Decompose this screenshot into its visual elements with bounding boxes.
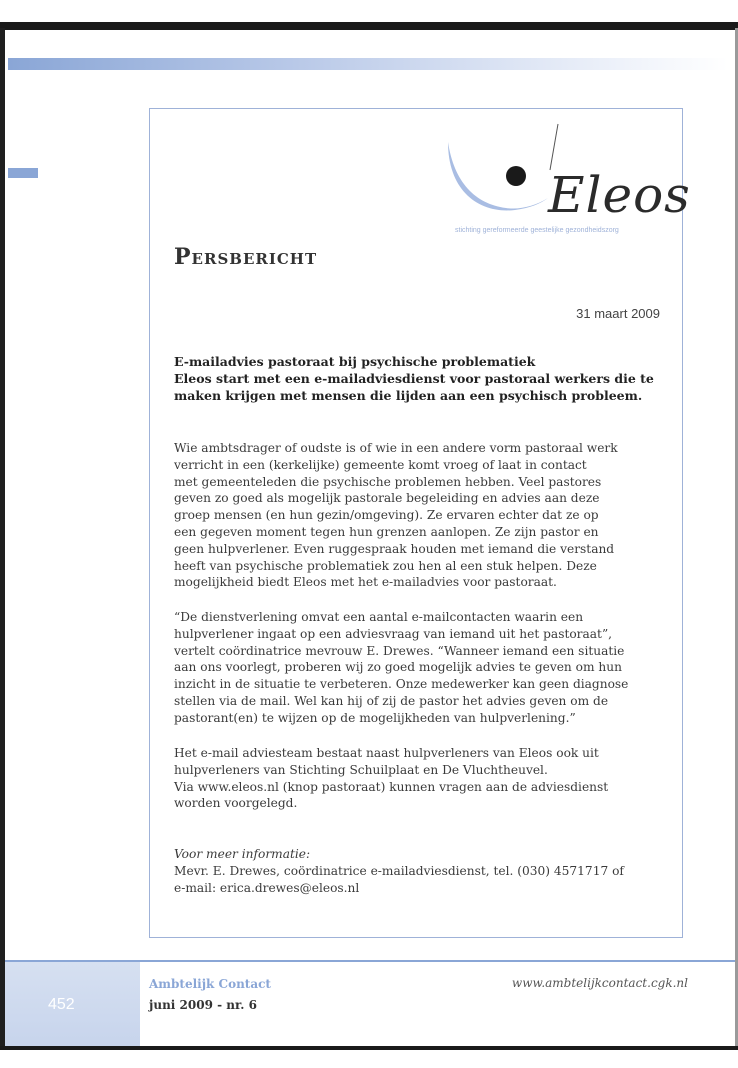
text-line: Het e-mail adviesteam bestaat naast hulpverleners van Eleos ook uit — [174, 746, 599, 760]
text-line: Via www.eleos.nl (knop pastoraat) kunnen vragen aan de adviesdienst — [174, 779, 609, 794]
text-line: “De dienstverlening omvat een aantal e-mailcontacten waarin een — [174, 610, 584, 624]
text-line: aan ons voorlegt, proberen wij zo goed mogelijk advies te geven om hun — [174, 660, 622, 675]
eleos-logo-mark-icon — [440, 122, 560, 232]
text-line: hulpverlener ingaat op een adviesvraag van iemand uit het pastoraat”, — [174, 626, 613, 641]
paragraph-intro — [174, 440, 674, 591]
paragraph-team — [174, 745, 674, 812]
text-line: geven zo goed als mogelijk pastorale begeleiding en advies aan deze — [174, 491, 600, 506]
margin-tab-marker — [8, 168, 38, 178]
text-line: Wie ambtsdrager of oudste is of wie in een andere vorm pastoraal werk — [174, 441, 618, 455]
text-line: pastorant(en) te wijzen op de mogelijkheden van hulpverlening.” — [174, 710, 576, 725]
page-title: Persbericht — [174, 244, 318, 270]
contact-line: Mevr. E. Drewes, coördinatrice e-mailadviesdienst, tel. (030) 4571717 of — [174, 863, 624, 878]
headline-line: maken krijgen met mensen die lijden aan een psychisch probleem. — [174, 388, 643, 403]
magazine-issue: juni 2009 - nr. 6 — [149, 998, 257, 1012]
text-line: worden voorgelegd. — [174, 796, 298, 811]
text-line: met gemeenteleden die psychische problemen hebben. Veel pastores — [174, 474, 602, 489]
text-line: een gegeven moment tegen hun grenzen aanlopen. Ze zijn pastor en — [174, 524, 599, 539]
text-line: hulpverleners van Stichting Schuilplaat en De Vluchtheuvel. — [174, 762, 548, 777]
text-line: geen hulpverlener. Even ruggespraak houden met iemand die verstand — [174, 541, 615, 556]
text-line: mogelijkheid biedt Eleos met het e-mailadvies voor pastoraat. — [174, 575, 557, 590]
brand-name: Eleos — [548, 166, 691, 224]
magazine-title: Ambtelijk Contact — [149, 977, 271, 991]
contact-info — [174, 846, 674, 896]
text-line: inzicht in de situatie te verbeteren. Onze medewerker kan geen diagnose — [174, 677, 629, 692]
paragraph-quote — [174, 609, 674, 727]
brand-tagline: stichting gereformeerde geestelijke gezondheidszorg — [455, 227, 619, 234]
text-line: groep mensen (en hun gezin/omgeving). Ze ervaren echter dat ze op — [174, 508, 599, 523]
text-line: verricht in een (kerkelijke) gemeente komt vroeg of laat in contact — [174, 457, 587, 472]
scan-edge-left — [0, 28, 5, 1048]
headline — [174, 353, 674, 404]
contact-email: e-mail: erica.drewes@eleos.nl — [174, 880, 360, 895]
release-date: 31 maart 2009 — [576, 306, 660, 321]
headline-line: Eleos start met een e-mailadviesdienst voor pastoraal werkers die te — [174, 371, 654, 386]
headline-line: E-mailadvies pastoraat bij psychische problematiek — [174, 354, 536, 369]
text-line: heeft van psychische problematiek zou hen al een stuk helpen. Deze — [174, 558, 597, 573]
text-line: vertelt coördinatrice mevrouw E. Drewes. “Wanneer iemand een situatie — [174, 643, 625, 658]
magazine-url: www.ambtelijkcontact.cgk.nl — [511, 976, 688, 990]
scan-edge-top — [0, 22, 738, 30]
page-number: 452 — [48, 996, 75, 1013]
text-line: stellen via de mail. Wel kan hij of zij de pastor het advies geven om de — [174, 693, 609, 708]
header-color-band — [8, 58, 728, 70]
contact-label: Voor meer informatie: — [174, 847, 311, 861]
scan-edge-bottom — [0, 1046, 738, 1050]
